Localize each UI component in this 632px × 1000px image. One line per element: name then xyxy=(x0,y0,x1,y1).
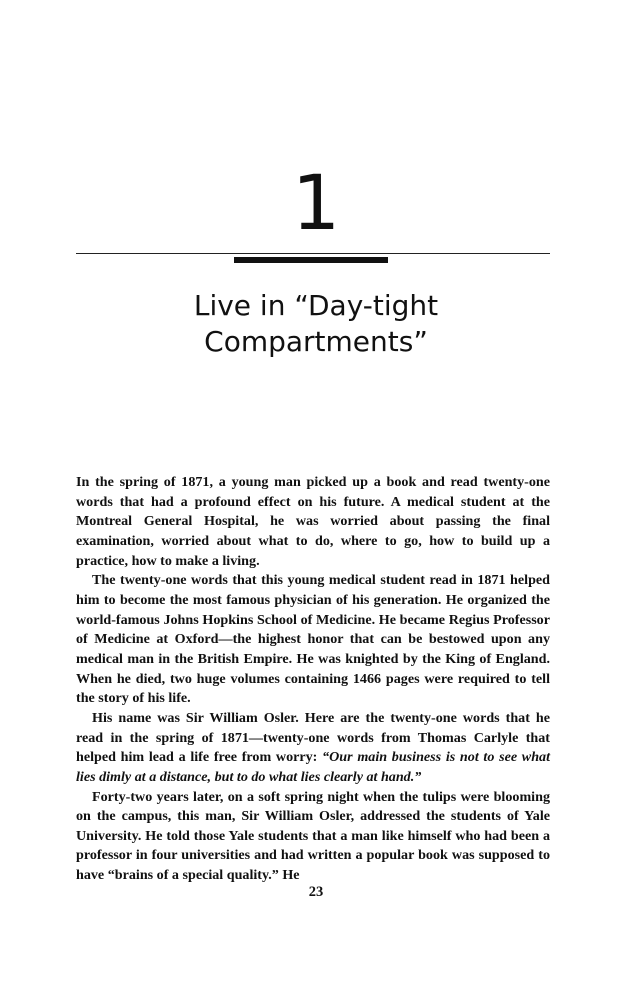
paragraph-text: His name was Sir William Osler. Here are the twenty-one words that he read in the spring of 1871—twenty-one words from Thomas Carlyle that helped him lead a life free from worry: xyxy=(76,709,550,766)
chapter-divider-thin xyxy=(76,253,550,254)
body-text xyxy=(76,473,550,886)
chapter-title-line-1: Live in “Day-tight xyxy=(193,289,439,322)
chapter-title-line-2: Compartments” xyxy=(204,325,428,358)
chapter-title xyxy=(0,288,632,360)
chapter-number: 1 xyxy=(291,158,341,247)
paragraph-with-quote xyxy=(76,709,550,788)
paragraph: The twenty-one words that this young medical student read in 1871 helped him to become the most famous physician of his generation. He organized the world-famous Johns Hopkins School of Medicine. He became Regius Professor of Medicine at Oxford—the highest honor that can be bestowed upon any medical man in the British Empire. He was knighted by the King of England. When he died, two huge volumes containing 1466 pages were required to tell the story of his life. xyxy=(76,572,550,707)
carlyle-quote: “Our main business is not to see what lies dimly at a distance, but to do what lies clearly at hand.” xyxy=(76,749,550,785)
page-number: 23 xyxy=(308,884,324,900)
paragraph: In the spring of 1871, a young man picked up a book and read twenty-one words that had a profound effect on his future. A medical student at the Montreal General Hospital, he was worried about passing the final examination, worried about what to do, where to go, how to build up a practice, how to make a living. xyxy=(76,474,550,569)
paragraph: Forty-two years later, on a soft spring night when the tulips were blooming on the campus, this man, Sir William Osler, addressed the students of Yale University. He told those Yale students that a man like himself who had been a professor in four universities and had written a popular book was supposed to have “brains of a special quality.” He xyxy=(76,788,550,884)
chapter-divider-thick xyxy=(234,257,388,263)
